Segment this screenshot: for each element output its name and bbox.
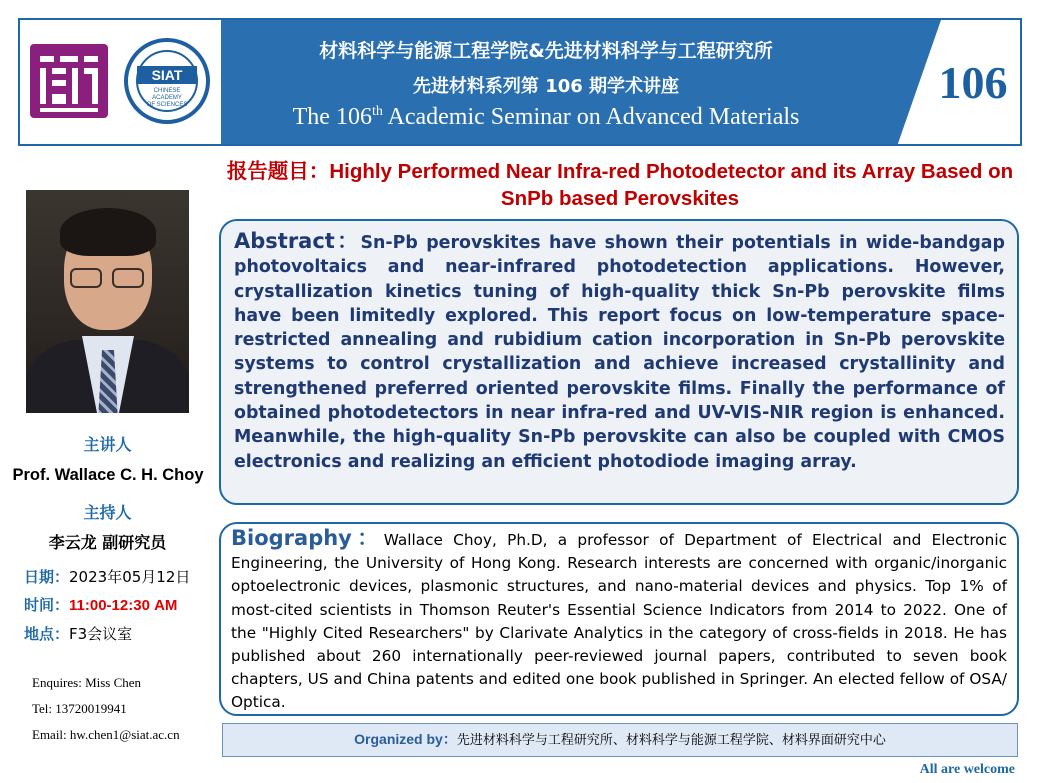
date-label: 日期： bbox=[24, 568, 70, 586]
time-row bbox=[24, 594, 177, 615]
time-value: 11:00-12:30 AM bbox=[69, 597, 178, 614]
abstract-heading: Abstract： bbox=[234, 229, 361, 253]
abstract-paragraph bbox=[234, 229, 1005, 474]
header-english-title: The 106th Academic Seminar on Advanced Materials bbox=[292, 104, 800, 130]
date-row bbox=[24, 566, 190, 587]
date-value: 2023年05月12日 bbox=[69, 568, 191, 586]
header-institute-title: 材料科学与能源工程学院&先进材料科学与工程研究所 bbox=[319, 40, 773, 62]
biography-paragraph bbox=[231, 527, 1007, 715]
header-series-title: 先进材料系列第 106 期学术讲座 bbox=[412, 76, 680, 97]
place-label: 地点： bbox=[24, 625, 70, 643]
biography-text: Wallace Choy, Ph.D, a professor of Department of Electrical and Electronic Engineering, the University of Hong Kong. Research interests are concerned with organic/inorganic optoelectronic devices, plasmonic structures, and nano-material devices and physics. Top 1% of most-cited scientists in Thomson Reuter's Essential Science Indicators from 2014 to 2022. One of the "Highly Cited Researchers" by Clarivate Analytics in the category of cross-fields in 2018. He has published about 260 internationally peer-reviewed journal papers, contributed to seven book chapters, US and China patents and edited one book published in Springer. An elected fellow of OSA/ Optica. bbox=[231, 531, 1007, 712]
place-value: F3会议室 bbox=[69, 625, 133, 643]
university-logo bbox=[30, 44, 108, 118]
place-row bbox=[24, 623, 132, 644]
speaker-photo bbox=[26, 190, 189, 413]
contact-enquires: Enquires: Miss Chen bbox=[32, 675, 142, 690]
siat-logo: SIAT CHINESE ACADEMY OF SCIENCES bbox=[124, 38, 210, 124]
biography-heading: Biography： bbox=[231, 526, 384, 550]
abstract-box bbox=[219, 219, 1019, 505]
organizer-label: Organized by： bbox=[354, 731, 457, 747]
speaker-label: 主讲人 bbox=[83, 435, 132, 454]
organizer-bar bbox=[222, 723, 1018, 757]
siat-logo-text: SIAT bbox=[137, 66, 197, 84]
contact-tel: Tel: 13720019941 bbox=[32, 701, 127, 716]
speaker-name: Prof. Wallace C. H. Choy bbox=[12, 466, 204, 484]
header-banner bbox=[18, 18, 1022, 146]
organizer-value: 先进材料科学与工程研究所、材料科学与能源工程学院、材料界面研究中心 bbox=[456, 733, 886, 748]
time-label: 时间： bbox=[24, 596, 70, 614]
talk-title-label: 报告题目： bbox=[226, 160, 330, 183]
contact-email: Email: hw.chen1@siat.ac.cn bbox=[32, 727, 180, 742]
host-name: 李云龙 副研究员 bbox=[48, 533, 167, 552]
talk-title-text: Highly Performed Near Infra-red Photodetector and its Array Based on SnPb based Perovskites bbox=[329, 160, 1014, 210]
talk-title bbox=[225, 158, 1015, 212]
abstract-text: Sn-Pb perovskites have shown their potentials in wide-bandgap photovoltaics and near-infrared photodetection applications. However, crystallization kinetics tuning of high-quality thick Sn-Pb perovskite films have been limitedly explored. This report focus on low-temperature space-restricted annealing and rubidium cation incorporation in Sn-Pb perovskite systems to control crystallization and achieve increased crystallinity and strengthened preferred oriented perovskite films. Finally the performance of obtained photodetectors in near infra-red and UV-VIS-NIR region is enhanced. Meanwhile, the high-quality Sn-Pb perovskite can also be coupled with CMOS electronics and realizing an efficient photodiode imaging array. bbox=[234, 233, 1005, 472]
biography-box bbox=[219, 522, 1019, 716]
seminar-number: 106 bbox=[938, 57, 1008, 108]
host-label: 主持人 bbox=[83, 503, 132, 522]
welcome-note: All are welcome bbox=[919, 762, 1015, 777]
